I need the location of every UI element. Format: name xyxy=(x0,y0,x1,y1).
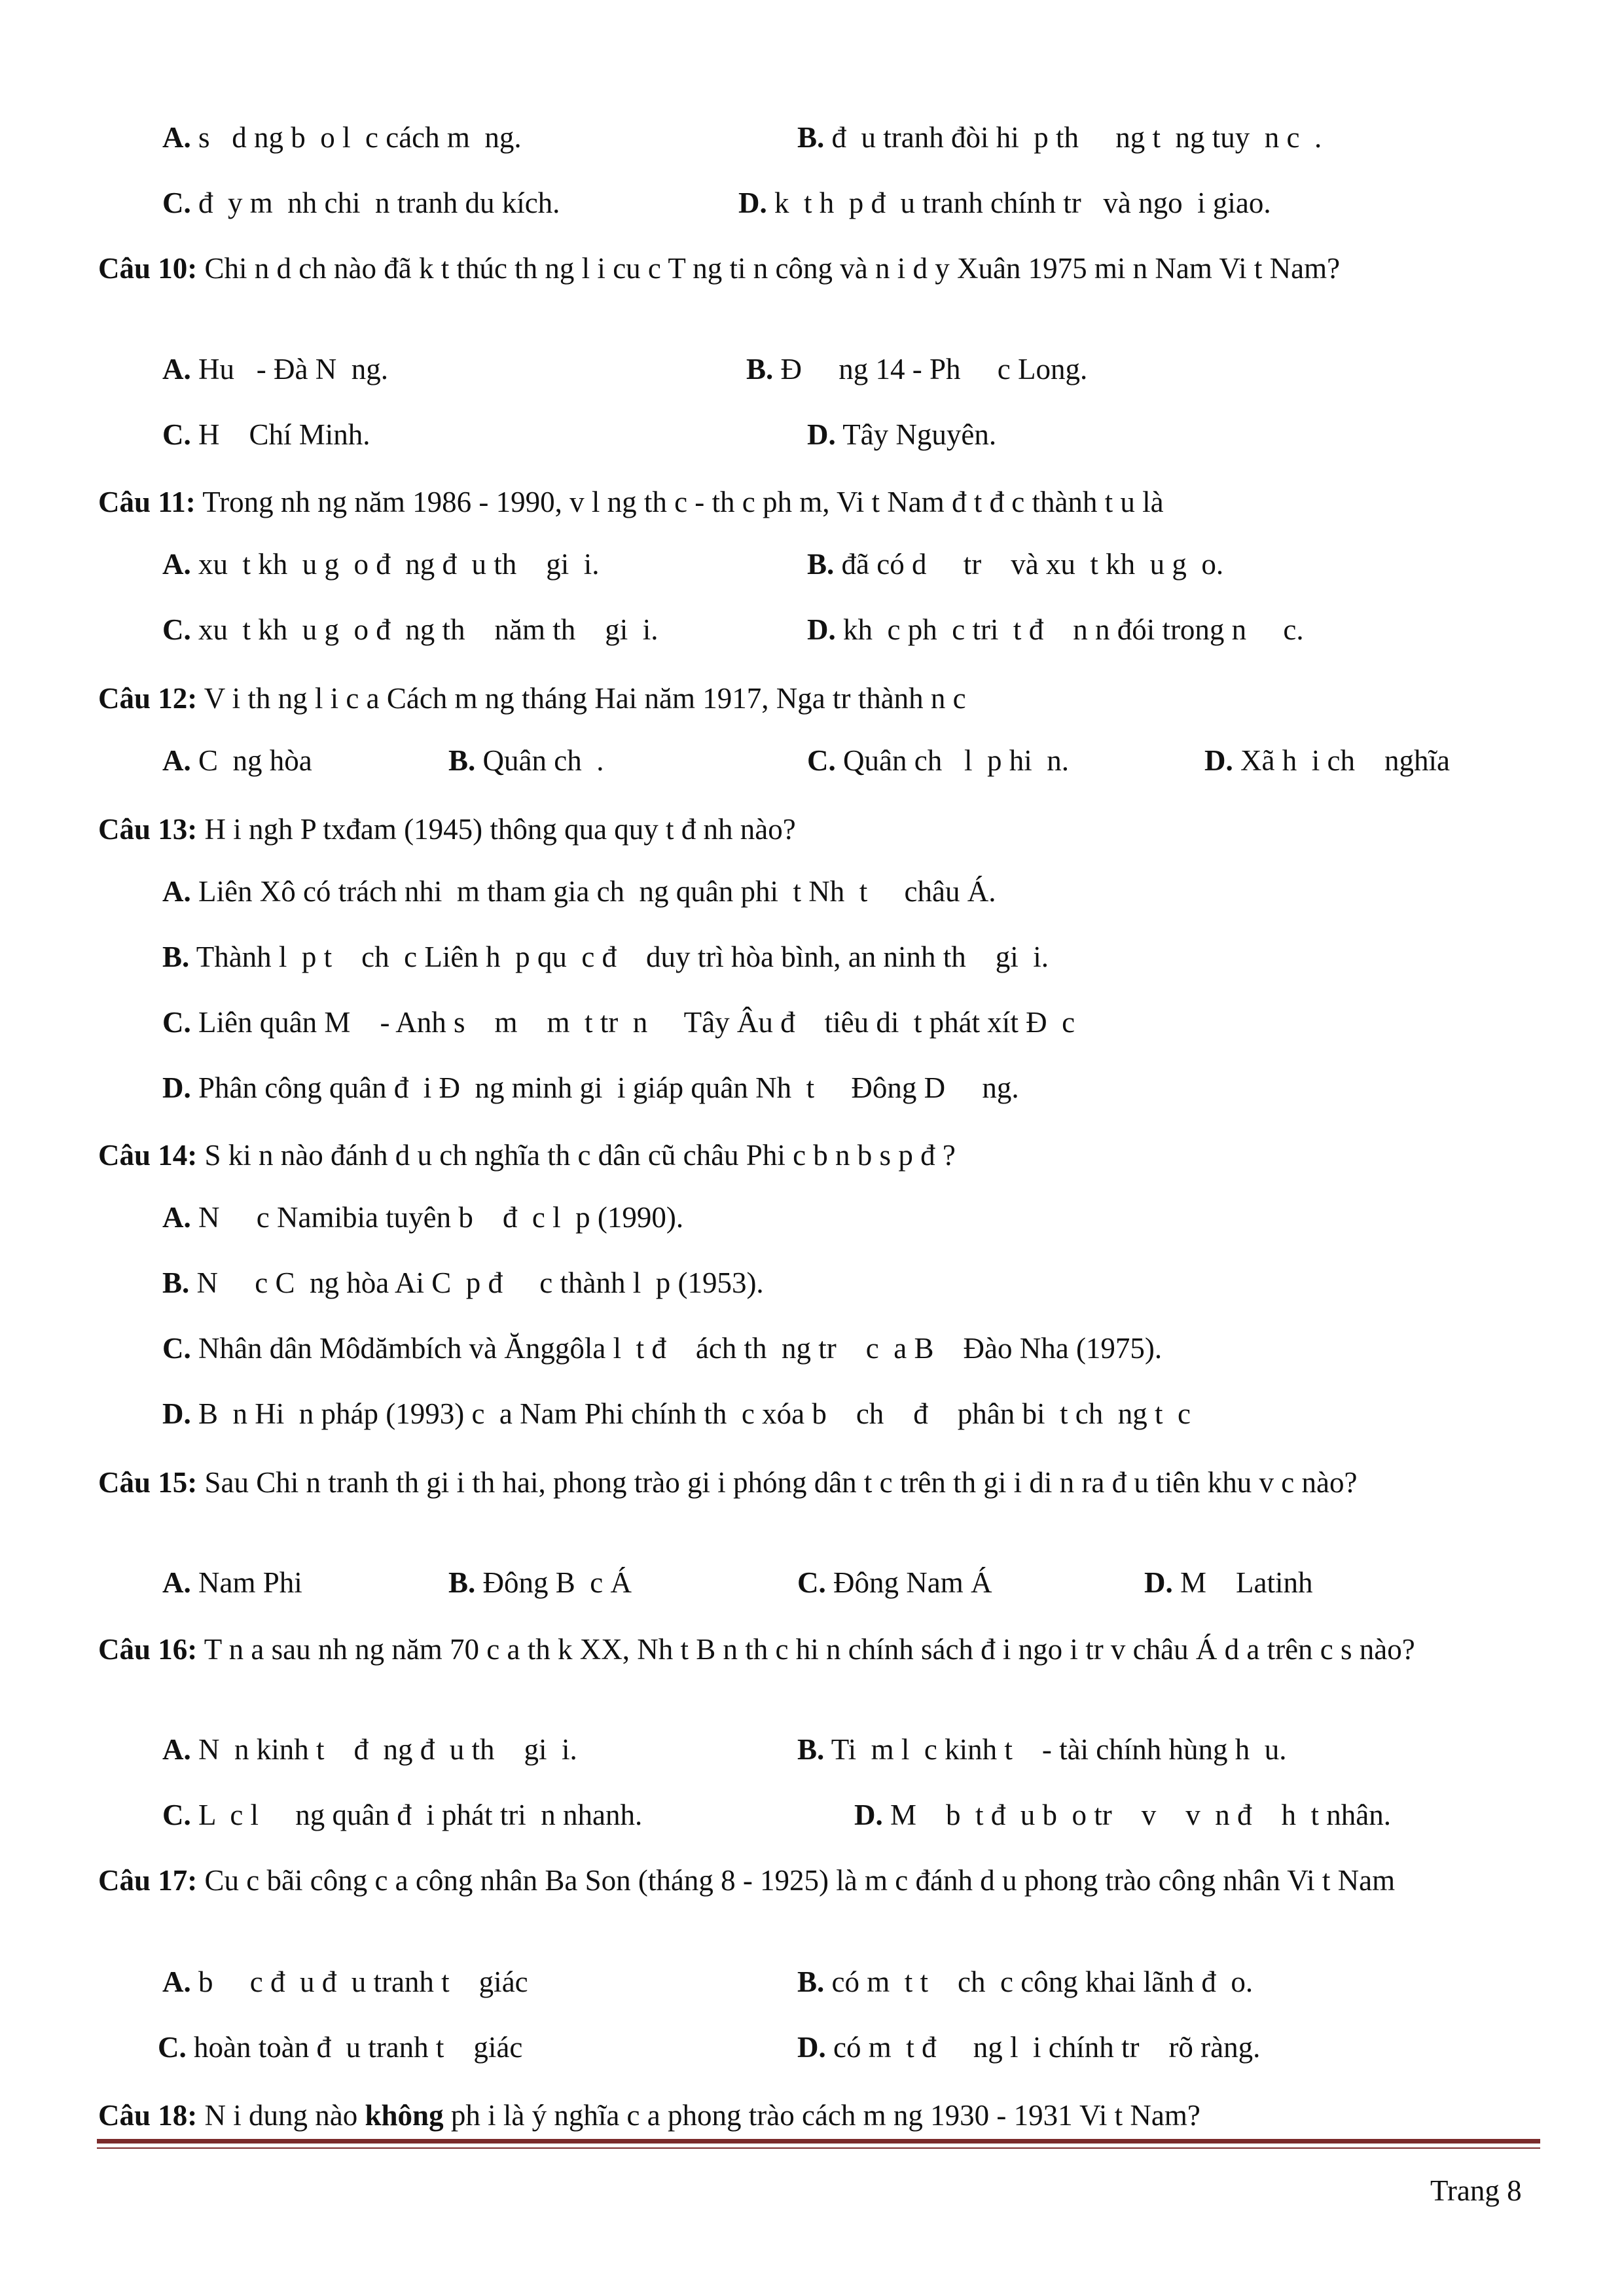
q16-option-d: D. M b t đ u b o tr v v n đ h t nhân. xyxy=(854,1799,1391,1831)
question-13: Câu 13: H i ngh P txđam (1945) thông qua quy t đ nh nào? xyxy=(98,813,796,846)
q12-option-c: C. Quân ch l p hi n. xyxy=(807,744,1069,777)
q14-option-b: B. N c C ng hòa Ai C p đ c thành l p (1953). xyxy=(162,1266,764,1299)
page-number: Trang 8 xyxy=(1430,2174,1522,2207)
q13-option-b: B. Thành l p t ch c Liên h p qu c đ duy trì hòa bình, an ninh th gi i. xyxy=(162,941,1049,973)
q9-option-d: D. k t h p đ u tranh chính tr và ngo i giao. xyxy=(738,187,1271,219)
q15-option-c: C. Đông Nam Á xyxy=(797,1566,992,1599)
q10-option-b: B. Đ ng 14 - Ph c Long. xyxy=(746,353,1088,386)
question-14: Câu 14: S ki n nào đánh d u ch nghĩa th c dân cũ châu Phi c b n b s p đ ? xyxy=(98,1139,956,1172)
footer-rule-thick xyxy=(97,2139,1540,2144)
q12-option-a: A. C ng hòa xyxy=(162,744,312,777)
q12-option-d: D. Xã h i ch nghĩa xyxy=(1204,744,1450,777)
q16-option-b: B. Ti m l c kinh t - tài chính hùng h u. xyxy=(797,1733,1287,1766)
q11-option-c: C. xu t kh u g o đ ng th năm th gi i. xyxy=(162,613,659,646)
q10-option-d: D. Tây Nguyên. xyxy=(807,418,997,451)
question-16: Câu 16: T n a sau nh ng năm 70 c a th k XX, Nh t B n th c hi n chính sách đ i ngo i tr v châu Á d a trên c s nào? xyxy=(98,1633,1415,1666)
q10-option-c: C. H Chí Minh. xyxy=(162,418,370,451)
q15-option-a: A. Nam Phi xyxy=(162,1566,302,1599)
q17-option-b: B. có m t t ch c công khai lãnh đ o. xyxy=(797,1965,1254,1998)
q13-option-a: A. Liên Xô có trách nhi m tham gia ch ng quân phi t Nh t châu Á. xyxy=(162,875,996,908)
q9-option-b: B. đ u tranh đòi hi p th ng t ng tuy n c . xyxy=(797,121,1322,154)
question-15: Câu 15: Sau Chi n tranh th gi i th hai, phong trào gi i phóng dân t c trên th gi i di n ra đ u tiên khu v c nào? xyxy=(98,1466,1358,1499)
q14-option-d: D. B n Hi n pháp (1993) c a Nam Phi chính th c xóa b ch đ phân bi t ch ng t c xyxy=(162,1397,1191,1430)
q11-option-a: A. xu t kh u g o đ ng đ u th gi i. xyxy=(162,548,600,581)
q16-option-a: A. N n kinh t đ ng đ u th gi i. xyxy=(162,1733,577,1766)
question-11: Câu 11: Trong nh ng năm 1986 - 1990, v l ng th c - th c ph m, Vi t Nam đ t đ c thành t u là xyxy=(98,486,1164,518)
q16-option-c: C. L c l ng quân đ i phát tri n nhanh. xyxy=(162,1799,643,1831)
q14-option-c: C. Nhân dân Môdămbích và Ănggôla l t đ ách th ng tr c a B Đào Nha (1975). xyxy=(162,1332,1163,1365)
question-17: Câu 17: Cu c bãi công c a công nhân Ba Son (tháng 8 - 1925) là m c đánh d u phong trào công nhân Vi t Nam xyxy=(98,1864,1396,1897)
q9-option-c: C. đ y m nh chi n tranh du kích. xyxy=(162,187,560,219)
q15-option-d: D. M Latinh xyxy=(1144,1566,1313,1599)
q11-option-d: D. kh c ph c tri t đ n n đói trong n c. xyxy=(807,613,1304,646)
q13-option-c: C. Liên quân M - Anh s m m t tr n Tây Âu đ tiêu di t phát xít Đ c xyxy=(162,1006,1075,1039)
q12-option-b: B. Quân ch . xyxy=(448,744,604,777)
q17-option-a: A. b c đ u đ u tranh t giác xyxy=(162,1965,528,1998)
q15-option-b: B. Đông B c Á xyxy=(448,1566,632,1599)
q17-option-c: C. hoàn toàn đ u tranh t giác xyxy=(158,2031,523,2064)
q13-option-d: D. Phân công quân đ i Đ ng minh gi i giáp quân Nh t Đông D ng. xyxy=(162,1071,1019,1104)
q11-option-b: B. đã có d tr và xu t kh u g o. xyxy=(807,548,1224,581)
question-12: Câu 12: V i th ng l i c a Cách m ng tháng Hai năm 1917, Nga tr thành n c xyxy=(98,682,966,715)
q17-option-d: D. có m t đ ng l i chính tr rõ ràng. xyxy=(797,2031,1261,2064)
question-18: Câu 18: N i dung nào không ph i là ý nghĩa c a phong trào cách m ng 1930 - 1931 Vi t Nam? xyxy=(98,2099,1200,2132)
footer-rule-thin xyxy=(97,2147,1540,2149)
q10-option-a: A. Hu - Đà N ng. xyxy=(162,353,388,386)
q14-option-a: A. N c Namibia tuyên b đ c l p (1990). xyxy=(162,1201,684,1234)
q9-option-a: A. s d ng b o l c cách m ng. xyxy=(162,121,522,154)
question-10: Câu 10: Chi n d ch nào đã k t thúc th ng l i cu c T ng ti n công và n i d y Xuân 1975 mi n Nam Vi t Nam? xyxy=(98,252,1341,285)
